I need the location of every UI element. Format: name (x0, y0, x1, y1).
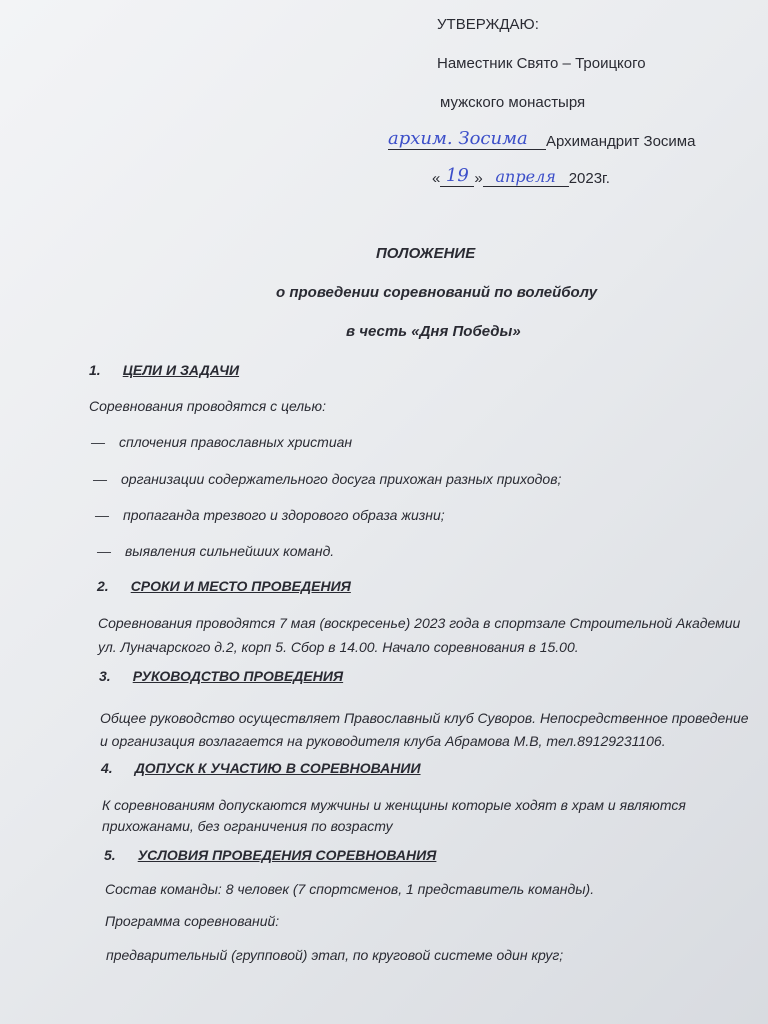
section-2-heading (97, 578, 351, 594)
section-title: СРОКИ И МЕСТО ПРОВЕДЕНИЯ (130, 578, 351, 594)
section-2-text-line2: ул. Луначарского д.2, корп 5. Сбор в 14.00. Начало соревнования в 15.00. (98, 639, 579, 655)
approval-date (432, 165, 610, 187)
list-item-text: пропаганда трезвого и здорового образа жизни; (123, 507, 445, 523)
list-item-text: выявления сильнейших команд. (125, 543, 335, 559)
approval-header: УТВЕРЖДАЮ: (437, 16, 539, 33)
section-number: 1. (89, 362, 101, 378)
section-1-intro: Соревнования проводятся с целью: (89, 398, 326, 414)
section-5-line1: Состав команды: 8 человек (7 спортсменов, 1 представитель команды). (105, 881, 595, 897)
approval-position-line1: Наместник Свято – Троицкого (437, 55, 646, 72)
list-item (93, 471, 561, 487)
date-day: 19 (440, 165, 474, 187)
list-item-text: сплочения православных христиан (119, 434, 353, 450)
document-title: ПОЛОЖЕНИЕ (376, 245, 476, 262)
date-month: апреля (483, 167, 569, 187)
handwritten-signature: архим. Зосима (388, 128, 528, 149)
section-title: ДОПУСК К УЧАСТИЮ В СОРЕВНОВАНИИ (134, 760, 421, 776)
section-4-text-line1: К соревнованиям допускаются мужчины и женщины которые ходят в храм и являются (102, 797, 686, 813)
section-1-heading (89, 362, 239, 378)
list-item (97, 543, 334, 559)
document-subtitle: о проведении соревнований по волейболу (276, 284, 598, 301)
section-3-text-line2: и организация возлагается на руководителя клуба Абрамова М.В, тел.89129231106. (100, 733, 666, 749)
section-title: РУКОВОДСТВО ПРОВЕДЕНИЯ (132, 668, 344, 684)
section-3-heading (99, 668, 343, 684)
section-5-heading (104, 847, 436, 863)
section-4-heading (101, 760, 421, 776)
section-title: ЦЕЛИ И ЗАДАЧИ (122, 362, 240, 378)
signature-underline (388, 128, 546, 150)
section-5-line3: предварительный (групповой) этап, по круговой системе один круг; (106, 947, 564, 963)
bullet-mark: — (93, 471, 107, 487)
list-item (95, 507, 445, 523)
section-number: 5. (104, 847, 116, 863)
list-item (91, 434, 352, 450)
section-title: УСЛОВИЯ ПРОВЕДЕНИЯ СОРЕВНОВАНИЯ (137, 847, 437, 863)
section-5-line2: Программа соревнований: (105, 913, 280, 929)
approval-position-line2: мужского монастыря (440, 94, 586, 111)
bullet-mark: — (91, 434, 105, 450)
date-year: 2023г. (568, 170, 610, 187)
section-4-text-line2: прихожанами, без ограничения по возрасту (102, 818, 393, 834)
section-number: 3. (99, 668, 111, 684)
date-open-quote: « (432, 170, 441, 187)
date-close-quote: » (474, 170, 483, 187)
list-item-text: организации содержательного досуга прихожан разных приходов; (121, 471, 562, 487)
section-number: 2. (97, 578, 109, 594)
section-number: 4. (101, 760, 113, 776)
bullet-mark: — (97, 543, 111, 559)
section-3-text-line1: Общее руководство осуществляет Православный клуб Суворов. Непосредственное проведение (100, 710, 749, 726)
section-2-text-line1: Соревнования проводятся 7 мая (воскресенье) 2023 года в спортзале Строительной Академии (98, 615, 741, 631)
document-subtitle-2: в честь «Дня Победы» (346, 323, 521, 340)
bullet-mark: — (95, 507, 109, 523)
signer-name: Архимандрит Зосима (546, 133, 696, 150)
signature-line (388, 128, 695, 150)
